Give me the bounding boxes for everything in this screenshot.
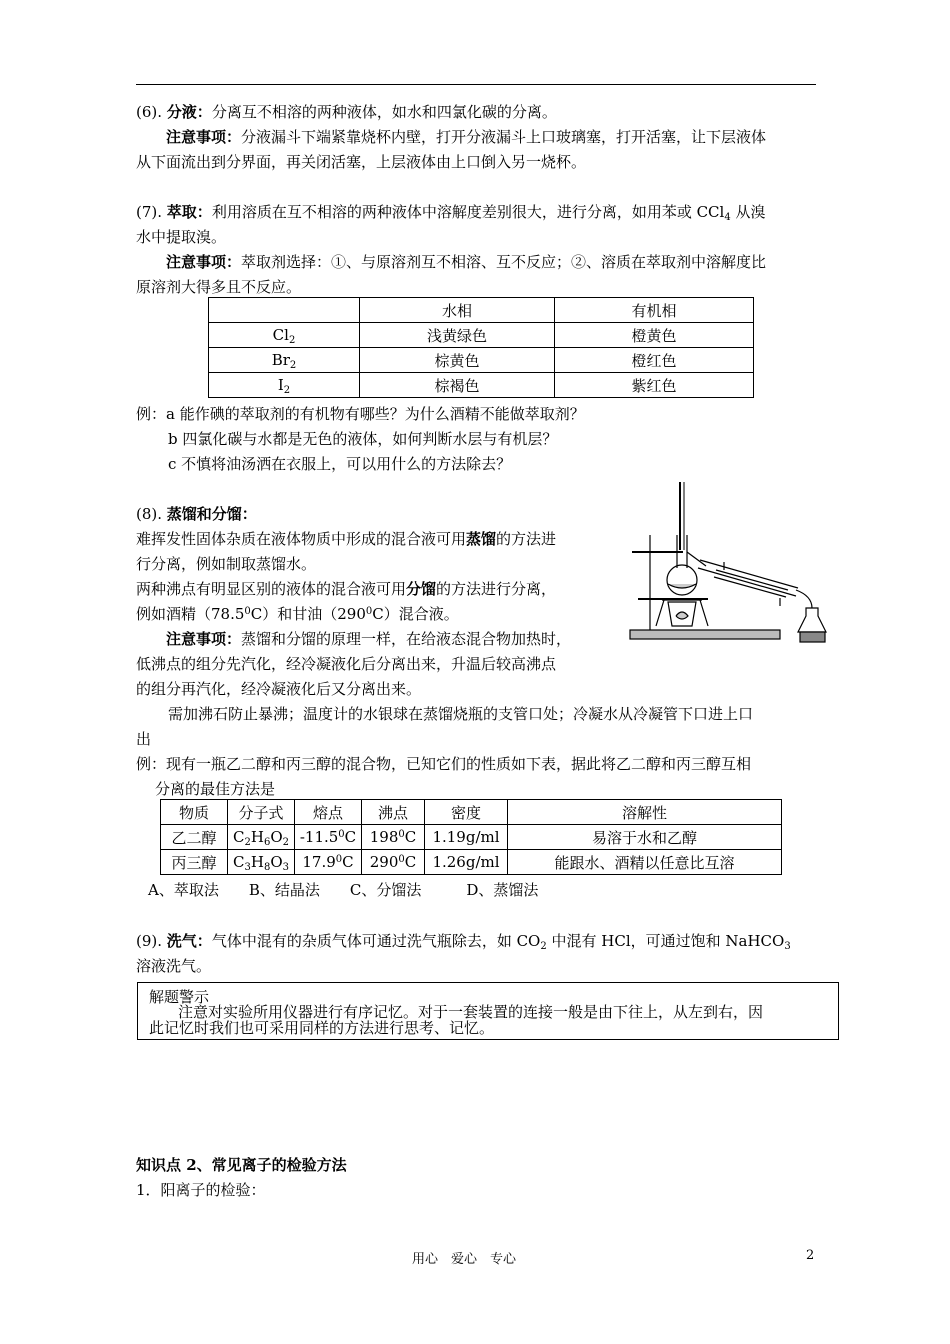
table-cell: 棕褐色 — [360, 373, 555, 398]
table-cell: 17.9$^0$C — [295, 850, 362, 875]
table-header-cell: 熔点 — [295, 800, 362, 825]
s8-example-continued: 分离的最佳方法是 — [155, 780, 276, 798]
section-7-note — [166, 251, 766, 272]
table-row — [161, 850, 782, 875]
warning-line2: 此记忆时我们也可采用同样的方法进行思考、记忆。 — [149, 1019, 495, 1037]
section-title: 洗气： — [166, 932, 212, 950]
section-9-line: (9). 洗气：气体中混有的杂质气体可通过洗气瓶除去，如 $CO_2$ 中混有 HCl，可通过饱和 NaHCO$_3$ — [136, 932, 791, 952]
answer-options: A、萃取法 B、结晶法 C、分馏法 D、蒸馏法 — [148, 881, 539, 899]
section-7-line — [136, 201, 766, 222]
example-a: 例：a 能作碘的萃取剂的有机物有哪些？为什么酒精不能做萃取剂？ — [136, 405, 585, 423]
warning-box — [137, 982, 839, 1040]
s8-note-line3: 的组分再汽化，经冷凝液化后又分离出来。 — [136, 680, 422, 698]
note-text: 蒸馏和分馏的原理一样，在给液态混合物加热时， — [241, 630, 572, 648]
subscript: 4 — [724, 212, 731, 223]
distillation-apparatus-image — [628, 480, 828, 650]
section-6-note — [166, 126, 766, 147]
page-number: 2 — [806, 1248, 815, 1263]
table-header-cell: 水相 — [360, 298, 555, 323]
section-title: 分液： — [166, 103, 212, 121]
section-text: 分离互不相溶的两种液体，如水和四氯化碳的分离。 — [211, 103, 557, 121]
glycol-properties-table — [160, 799, 782, 875]
section-text-end: 从溴 — [730, 203, 766, 221]
note-label: 注意事项： — [166, 630, 242, 648]
warning-line1: 注意对实验所用仪器进行有序记忆。对于一套装置的连接一般是由下往上，从左到右，因 — [178, 1003, 764, 1021]
table-row — [209, 348, 754, 373]
table-header-row — [209, 298, 754, 323]
table-header-cell: 分子式 — [228, 800, 295, 825]
table-cell: 1.19g/ml — [425, 825, 508, 850]
section-number: (8). — [136, 505, 163, 523]
s8-example: 例：现有一瓶乙二醇和丙三醇的混合物，已知它们的性质如下表，据此将乙二醇和丙三醇互相 — [136, 755, 752, 773]
table-cell: 浅黄绿色 — [360, 323, 555, 348]
table-cell: $C_2H_6O_2$ — [228, 825, 295, 850]
table-cell: $I_2$ — [209, 373, 360, 398]
section-8-line — [136, 503, 257, 524]
note-label: 注意事项： — [166, 128, 242, 146]
section-title: 萃取： — [166, 203, 212, 221]
table-header-cell: 密度 — [425, 800, 508, 825]
section-9-continued: 溶液洗气。 — [136, 957, 212, 975]
table-cell: -11.5$^0$C — [295, 825, 362, 850]
s8-note — [166, 628, 571, 649]
table-cell: 紫红色 — [555, 373, 754, 398]
note-text-continued: 从下面流出到分界面，再关闭活塞，上层液体由上口倒入另一烧杯。 — [136, 153, 587, 171]
table-header-cell: 有机相 — [555, 298, 754, 323]
section-title: 蒸馏和分馏： — [166, 505, 257, 523]
note-text: 萃取剂选择：①、与原溶剂互不相溶、互不反应；②、溶质在萃取剂中溶解度比 — [241, 253, 767, 271]
example-c: c 不慎将油汤洒在衣服上，可以用什么的方法除去？ — [168, 455, 512, 473]
table-row — [209, 323, 754, 348]
table-cell: $Br_2$ — [209, 348, 360, 373]
table-cell: 棕黄色 — [360, 348, 555, 373]
table-cell: $290^0C$ — [362, 850, 425, 875]
table-cell: 丙三醇 — [161, 850, 228, 875]
table-row — [161, 825, 782, 850]
table-row — [209, 373, 754, 398]
table-header-cell — [209, 298, 360, 323]
note-label: 注意事项： — [166, 253, 242, 271]
table-header-cell: 溶解性 — [508, 800, 782, 825]
note-text: 分液漏斗下端紧靠烧杯内壁，打开分液漏斗上口玻璃塞，打开活塞，让下层液体 — [241, 128, 767, 146]
example-b: b 四氯化碳与水都是无色的液体，如何判断水层与有机层？ — [168, 430, 558, 448]
table-cell: 易溶于水和乙醇 — [508, 825, 782, 850]
s8-note-line2: 低沸点的组分先汽化，经冷凝液化后分离出来，升温后较高沸点 — [136, 655, 557, 673]
table-header-row — [161, 800, 782, 825]
section-number: (6). — [136, 103, 163, 121]
section-6-line — [136, 101, 557, 122]
s8-p2: 两种沸点有明显区别的液体的混合液可用分馏的方法进行分离， — [136, 580, 557, 598]
s8-line5: 出 — [136, 730, 152, 748]
section-text-continued: 水中提取溴。 — [136, 228, 227, 246]
knowledge-point-item: 1．阳离子的检验： — [136, 1181, 266, 1199]
table-cell: $198^0C$ — [362, 825, 425, 850]
table-cell: 乙二醇 — [161, 825, 228, 850]
header-rule — [136, 84, 816, 85]
table-header-cell: 物质 — [161, 800, 228, 825]
table-cell: 橙红色 — [555, 348, 754, 373]
table-header-cell: 沸点 — [362, 800, 425, 825]
table-cell: 能跟水、酒精以任意比互溶 — [508, 850, 782, 875]
s8-p1-continued: 行分离，例如制取蒸馏水。 — [136, 555, 317, 573]
table-cell: 橙黄色 — [555, 323, 754, 348]
s8-p3: 例如酒精（78.5$^0$C）和甘油$(290^0C)$混合液。 — [136, 605, 459, 623]
note-text-continued: 原溶剂大得多且不反应。 — [136, 278, 302, 296]
section-text: 利用溶质在互不相溶的两种液体中溶解度差别很大，进行分离，如用苯或 CCl — [211, 203, 725, 221]
table-cell: 1.26g/ml — [425, 850, 508, 875]
s8-line4: 需加沸石防止暴沸；温度计的水银球在蒸馏烧瓶的支管口处；冷凝水从冷凝管下口进上口 — [168, 705, 754, 723]
footer-text: 用心 爱心 专心 — [412, 1252, 517, 1267]
knowledge-point-title: 知识点 2、常见离子的检验方法 — [136, 1156, 347, 1174]
table-cell: $Cl_2$ — [209, 323, 360, 348]
s8-p1: 难挥发性固体杂质在液体物质中形成的混合液可用蒸馏的方法进 — [136, 530, 557, 548]
table-cell: $C_3H_8O_3$ — [228, 850, 295, 875]
extraction-color-table — [208, 297, 754, 398]
section-number: (7). — [136, 203, 163, 221]
section-number: (9). — [136, 932, 163, 950]
warning-title: 解题警示 — [149, 988, 210, 1006]
